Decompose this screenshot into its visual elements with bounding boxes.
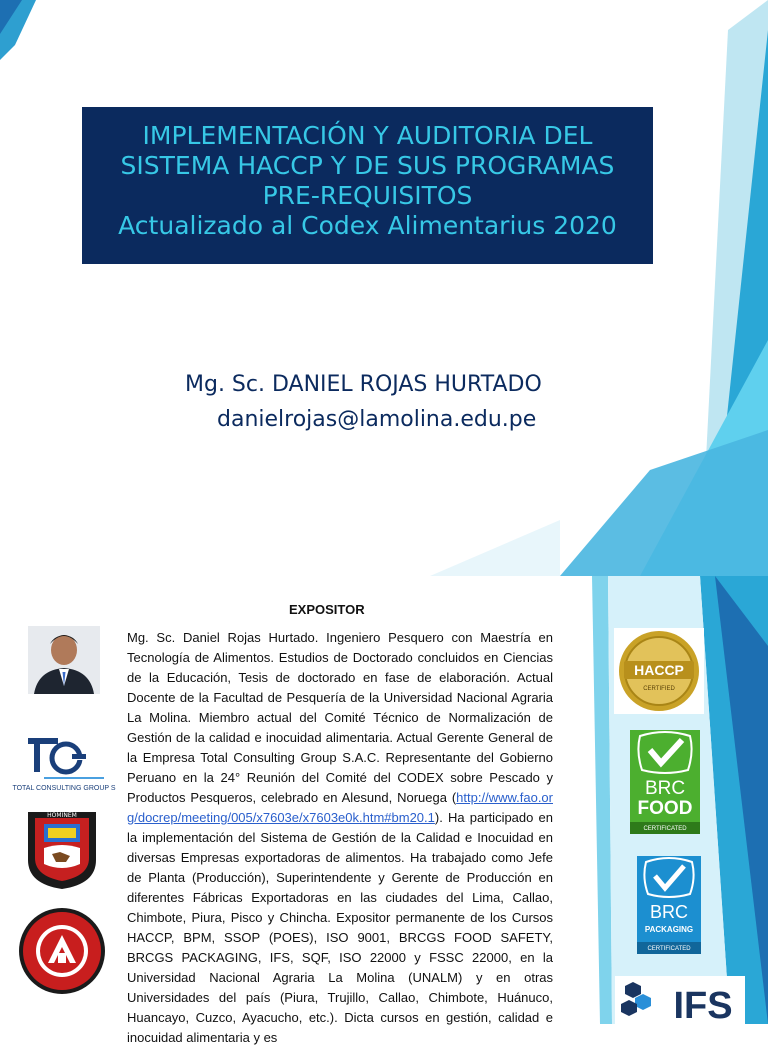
total-consulting-group-logo xyxy=(8,732,120,794)
colegio-ingenieros-seal-logo xyxy=(18,907,106,995)
brc-food-badge-graphic xyxy=(630,730,700,834)
brc-pack-sub: CERTIFICATED xyxy=(647,946,691,952)
haccp-certified-badge xyxy=(614,628,704,714)
fao-link[interactable]: http://www.fao.org/docrep/meeting/005/x7603e/x7603e0k.htm#bm20.1 xyxy=(127,790,553,825)
seal-graphic xyxy=(18,907,106,995)
haccp-badge-sub: CERTIFIED xyxy=(643,686,675,692)
ifs-logo-word: IFS xyxy=(673,985,733,1027)
title-line-4: Actualizado al Codex Alimentarius 2020 xyxy=(118,211,617,240)
ifs-logo-graphic xyxy=(615,976,745,1027)
presenter-photo-graphic xyxy=(28,626,100,694)
brc-pack-word-2: PACKAGING xyxy=(644,925,694,934)
brc-pack-word-1: BRC xyxy=(649,902,689,922)
ifs-logo xyxy=(615,976,745,1027)
crest-graphic xyxy=(26,808,98,890)
tcg-mark xyxy=(8,732,120,784)
bio-text-part-1: Mg. Sc. Daniel Rojas Hurtado. Ingeniero Pesquero con Maestría en Tecnología de Alimentos. Estudios de Doctorado concluidos en Ciencias de la Educación, Tesis de doctorado en fase de elaboración. Actual Docente de la Facultad de Pesquería de la Universidad Nacional Agraria La Molina. Miembro actual del Comité Técnico de Normalización de Gestión de la calidad e inocuidad alimentaria. Actual Gerente General de la Empresa Total Consulting Group S.A.C. Representante del Gobierno Peruano en la 24° Reunión del Comité del CODEX sobre Pescado y Productos Pesqueros, celebrado en Alesund, Noruega ( xyxy=(127,630,553,805)
expositor-section xyxy=(0,576,768,1045)
crest-top-text: HOMINEM xyxy=(47,812,77,819)
expositor-heading: EXPOSITOR xyxy=(289,602,365,617)
title-line-1: IMPLEMENTACIÓN Y AUDITORIA DEL xyxy=(142,121,593,150)
brc-food-word-2: FOOD xyxy=(637,798,693,819)
brc-food-word-1: BRC xyxy=(644,778,686,799)
presenter-block xyxy=(185,372,542,432)
presenter-name: Mg. Sc. DANIEL ROJAS HURTADO xyxy=(185,372,542,397)
colegio-crest-logo xyxy=(26,808,98,890)
brc-food-sub: CERTIFICATED xyxy=(643,826,687,832)
tcg-logo-text: TOTAL CONSULTING GROUP S xyxy=(12,785,116,792)
brc-packaging-certificated-badge xyxy=(637,856,701,954)
presenter-email[interactable]: danielrojas@lamolina.edu.pe xyxy=(217,407,537,432)
title-line-2: SISTEMA HACCP Y DE SUS PROGRAMAS xyxy=(120,151,615,180)
presenter-photo xyxy=(28,626,100,694)
title-line-3: PRE-REQUISITOS xyxy=(262,181,473,210)
haccp-badge-word: HACCP xyxy=(634,662,684,678)
brc-food-certificated-badge xyxy=(630,730,700,834)
expositor-bio xyxy=(127,628,553,1048)
right-shape-faint xyxy=(430,520,560,576)
haccp-badge-graphic xyxy=(614,628,704,714)
title-box xyxy=(82,107,653,264)
brc-pack-badge-graphic xyxy=(637,856,701,954)
right-shape-bottom xyxy=(560,430,768,576)
bio-text-part-2: ). Ha participado en la implementación del Sistema de Gestión de la Calidad e Inocuidad en diversas Empresas exportadoras de alimentos. Ha trabajado como Jefe de Planta (Producción), Superintendente y Gerente de Producción en diferentes Fábricas Exportadoras en las ciudades del Lima, Callao, Chimbote, Piura, Pisco y Chincha. Expositor permanente de los Cursos HACCP, BPM, SSOP (POES), ISO 9001, BRCGS FOOD SAFETY, BRCGS PACKAGING, IFS, SQF, ISO 22000 y FSSC 22000, en la Universidad Nacional Agraria La Molina (UNALM) y en otras Universidades del país (Piura, Trujillo, Callao, Chimbote, Huánuco, Huancayo, Cuzco, Ayacucho, etc.). Dicta cursos en gestión, calidad e inocuidad alimentaria y es xyxy=(127,810,553,1045)
